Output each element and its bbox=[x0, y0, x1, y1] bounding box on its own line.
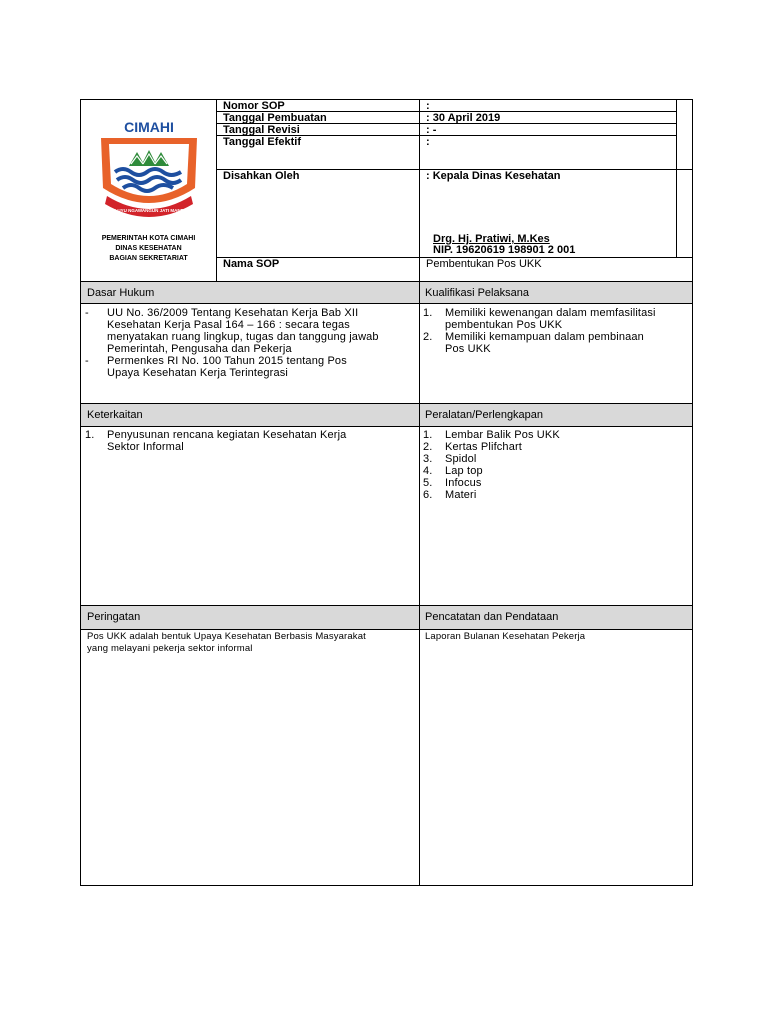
section-rule-1b bbox=[81, 303, 692, 304]
section-header-bg-2 bbox=[81, 403, 692, 426]
keterkaitan-line: Penyusunan rencana kegiatan Kesehatan Kerja bbox=[107, 429, 347, 441]
org-name-line2: DINAS KESEHATAN bbox=[115, 245, 182, 252]
section-rule-2a bbox=[81, 403, 692, 404]
nama-sop-value: Pembentukan Pos UKK bbox=[426, 258, 542, 270]
peralatan-item bbox=[419, 477, 691, 489]
kualifikasi-line: pembentukan Pos UKK bbox=[445, 319, 563, 331]
keterkaitan-list bbox=[81, 429, 415, 453]
list-number: 3. bbox=[423, 453, 433, 465]
heading-peralatan: Peralatan/Perlengkapan bbox=[425, 409, 544, 421]
heading-kualifikasi-pelaksana: Kualifikasi Pelaksana bbox=[425, 287, 529, 299]
pencatatan-text bbox=[425, 631, 687, 643]
list-number: 1. bbox=[423, 429, 433, 441]
section-header-bg-3 bbox=[81, 605, 692, 629]
heading-dasar-hukum: Dasar Hukum bbox=[87, 287, 155, 299]
field-label-tanggal-efektif: Tanggal Efektif bbox=[223, 136, 302, 148]
peralatan-text: Kertas Plifchart bbox=[445, 441, 522, 453]
peralatan-item bbox=[419, 453, 691, 465]
field-value-tanggal-revisi: : - bbox=[426, 124, 437, 136]
list-number: 2. bbox=[423, 441, 433, 453]
dasar-hukum-item-2 bbox=[81, 355, 415, 379]
signer-name: Drg. Hj. Pratiwi, M.Kes bbox=[433, 233, 550, 245]
section-rule-3b bbox=[81, 629, 692, 630]
peralatan-text: Lembar Balik Pos UKK bbox=[445, 429, 560, 441]
peralatan-text: Lap top bbox=[445, 465, 483, 477]
peringatan-line: yang melayani pekerja sektor informal bbox=[87, 643, 253, 654]
heading-peringatan: Peringatan bbox=[87, 611, 141, 623]
list-number: 1. bbox=[85, 429, 95, 441]
peralatan-text: Spidol bbox=[445, 453, 477, 465]
org-name-line1: PEMERINTAH KOTA CIMAHI bbox=[101, 235, 196, 242]
peringatan-text bbox=[87, 631, 413, 655]
list-number: 1. bbox=[423, 307, 433, 319]
pencatatan-line: Laporan Bulanan Kesehatan Pekerja bbox=[425, 631, 586, 642]
field-label-tanggal-revisi: Tanggal Revisi bbox=[223, 124, 300, 136]
peralatan-text: Materi bbox=[445, 489, 477, 501]
peralatan-item bbox=[419, 429, 691, 441]
org-name-line3: BAGIAN SEKRETARIAT bbox=[109, 255, 188, 262]
bullet-dash: - bbox=[85, 355, 89, 367]
dasar-hukum-item-1 bbox=[81, 307, 415, 355]
bullet-dash: - bbox=[85, 307, 89, 319]
dasar-hukum-line: Upaya Kesehatan Kerja Terintegrasi bbox=[107, 367, 289, 379]
peralatan-text: Infocus bbox=[445, 477, 482, 489]
dasar-hukum-line: Permenkes RI No. 100 Tahun 2015 tentang Pos bbox=[107, 355, 347, 367]
heading-pencatatan: Pencatatan dan Pendataan bbox=[425, 611, 559, 623]
field-value-tanggal-efektif: : bbox=[426, 136, 430, 148]
city-logo bbox=[95, 118, 203, 230]
list-number: 5. bbox=[423, 477, 433, 489]
kualifikasi-item-1 bbox=[419, 307, 691, 331]
field-label-disahkan-oleh: Disahkan Oleh bbox=[223, 170, 300, 182]
field-label-tanggal-pembuatan: Tanggal Pembuatan bbox=[223, 112, 327, 124]
list-number: 6. bbox=[423, 489, 433, 501]
kualifikasi-list bbox=[419, 307, 691, 355]
section-rule-2b bbox=[81, 426, 692, 427]
keterkaitan-line: Sektor Informal bbox=[107, 441, 184, 453]
kualifikasi-line: Pos UKK bbox=[445, 343, 491, 355]
field-value-tanggal-pembuatan: : 30 April 2019 bbox=[426, 112, 501, 124]
signer-nip: NIP. 19620619 198901 2 001 bbox=[433, 244, 576, 256]
dasar-hukum-list bbox=[81, 307, 415, 379]
heading-keterkaitan: Keterkaitan bbox=[87, 409, 143, 421]
field-value-disahkan-oleh: : Kepala Dinas Kesehatan bbox=[426, 170, 561, 182]
sop-document bbox=[80, 99, 693, 886]
logo-motto: SALUYU NGAWANGUN JATI MANDIRI bbox=[108, 208, 190, 213]
peralatan-item bbox=[419, 465, 691, 477]
body-column-divider bbox=[419, 281, 420, 886]
kualifikasi-line: Memiliki kewenangan dalam memfasilitasi bbox=[445, 307, 656, 319]
dasar-hukum-line: UU No. 36/2009 Tentang Kesehatan Kerja Bab XII bbox=[107, 307, 359, 319]
list-number: 4. bbox=[423, 465, 433, 477]
section-rule-3a bbox=[81, 605, 692, 606]
section-header-bg-1 bbox=[81, 281, 692, 303]
peralatan-list bbox=[419, 429, 691, 501]
peralatan-item bbox=[419, 489, 691, 501]
logo-wordmark: CIMAHI bbox=[124, 119, 174, 135]
list-number: 2. bbox=[423, 331, 433, 343]
section-rule-1a bbox=[81, 281, 692, 282]
dasar-hukum-line: menyatakan ruang lingkup, tugas dan tanggung jawab bbox=[107, 331, 379, 343]
dasar-hukum-line: Pemerintah, Pengusaha dan Pekerja bbox=[107, 343, 292, 355]
dasar-hukum-line: Kesehatan Kerja Pasal 164 – 166 : secara tegas bbox=[107, 319, 350, 331]
header-divider-right bbox=[676, 100, 677, 257]
peralatan-item bbox=[419, 441, 691, 453]
field-label-nomor-sop: Nomor SOP bbox=[223, 100, 285, 112]
nama-sop-label: Nama SOP bbox=[223, 258, 280, 270]
peringatan-line: Pos UKK adalah bentuk Upaya Kesehatan Berbasis Masyarakat bbox=[87, 631, 366, 642]
field-value-nomor-sop: : bbox=[426, 100, 430, 112]
kualifikasi-item-2 bbox=[419, 331, 691, 355]
kualifikasi-line: Memiliki kemampuan dalam pembinaan bbox=[445, 331, 644, 343]
keterkaitan-item-1 bbox=[81, 429, 415, 453]
